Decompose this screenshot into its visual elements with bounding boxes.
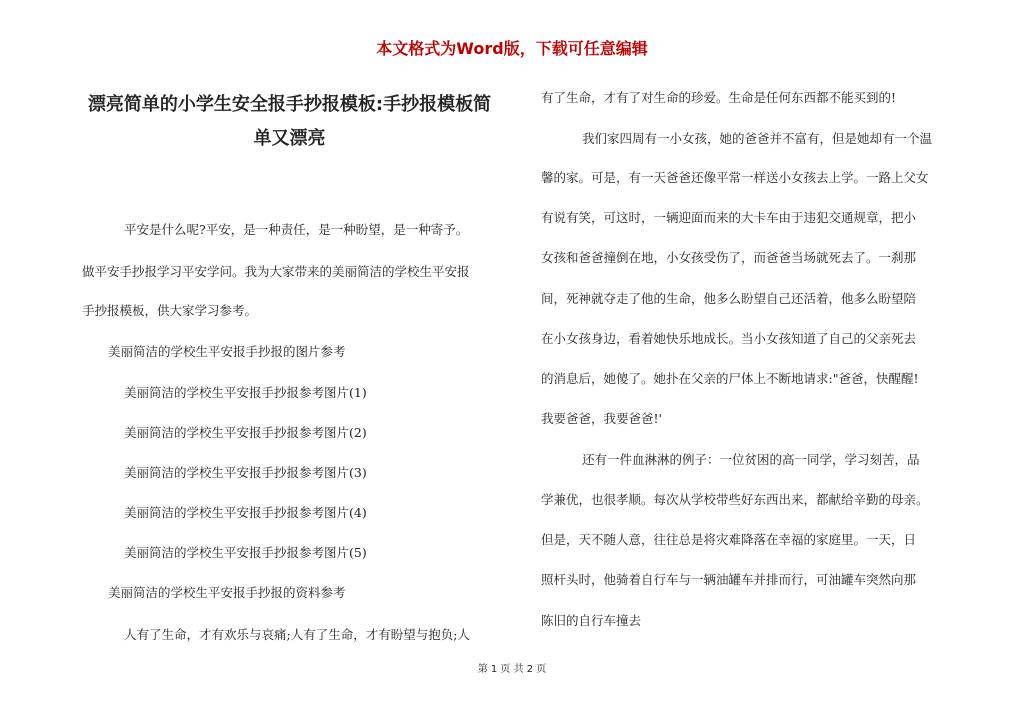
page-title [62,88,517,156]
paragraph-line: 我们家四周有一小女孩，她的爸爸并不富有，但是她却有一个温 [582,131,933,146]
image-reference: 美丽简洁的学校生平安报手抄报参考图片(5) [124,545,367,560]
paragraph-line: 平安是什么呢?平安，是一种责任，是一种盼望，是一种寄予。 [124,222,469,237]
title-line-2: 单又漂亮 [253,128,326,149]
paragraph-line: 馨的家。可是，有一天爸爸还像平常一样送小女孩去上学。一路上父女 [541,170,929,185]
paragraph-line: 我要爸爸，我要爸爸!' [541,411,662,426]
paragraph-line: 陈旧的自行车撞去 [541,613,642,628]
paragraph-line: 还有一件血淋淋的例子：一位贫困的高一同学，学习刻苦，品 [582,452,920,467]
download-banner: 本文格式为Word版，下载可任意编辑 [376,39,648,58]
paragraph-line: 做平安手抄报学习平安学问。我为大家带来的美丽简洁的学校生平安报 [82,264,470,279]
paragraph-line: 在小女孩身边，看着她快乐地成长。当小女孩知道了自己的父亲死去 [541,331,917,346]
section-heading: 美丽简洁的学校生平安报手抄报的图片参考 [108,344,346,359]
paragraph-line: 照杆头时，他骑着自行车与一辆油罐车并排而行，可油罐车突然向那 [541,572,917,587]
paragraph-line: 女孩和爸爸撞倒在地，小女孩受伤了，而爸爸当场就死去了。一刹那 [541,250,917,265]
section-heading: 美丽简洁的学校生平安报手抄报的资料参考 [108,585,346,600]
image-reference: 美丽简洁的学校生平安报手抄报参考图片(4) [124,505,367,520]
page-number: 第 1 页 共 2 页 [477,664,547,675]
title-line-1: 漂亮简单的小学生安全报手抄报模板:手抄报模板简 [87,94,492,115]
image-reference: 美丽简洁的学校生平安报手抄报参考图片(1) [124,385,367,400]
paragraph-line: 有说有笑，可这时，一辆迎面而来的大卡车由于违犯交通规章，把小 [541,210,917,225]
paragraph-line: 但是，天不随人意，往往总是将灾难降落在幸福的家庭里。一天，日 [541,532,917,547]
paragraph-line: 人有了生命，才有欢乐与哀痛;人有了生命，才有盼望与抱负;人 [124,627,470,642]
image-reference: 美丽简洁的学校生平安报手抄报参考图片(2) [124,425,367,440]
paragraph-line: 的消息后，她傻了。她扑在父亲的尸体上不断地请求:"爸爸，快醒醒! [541,371,919,386]
paragraph-line: 间，死神就夺走了他的生命，他多么盼望自己还活着，他多么盼望陪 [541,291,917,306]
image-reference: 美丽简洁的学校生平安报手抄报参考图片(3) [124,465,367,480]
paragraph-line: 有了生命，才有了对生命的珍爱。生命是任何东西都不能买到的! [541,90,897,105]
paragraph-line: 手抄报模板，供大家学习参考。 [82,303,258,318]
paragraph-line: 学兼优，也很孝顺。每次从学校带些好东西出来，都献给辛勤的母亲。 [541,492,929,507]
